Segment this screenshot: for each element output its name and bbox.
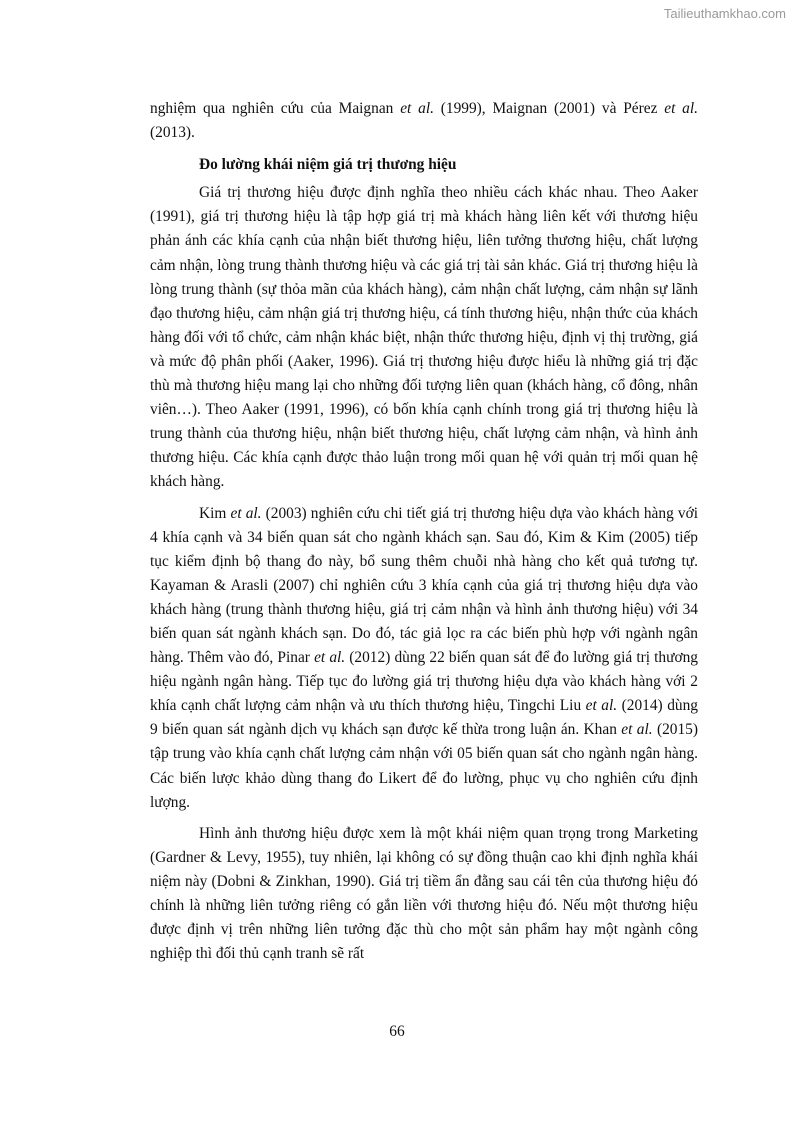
paragraph-brand-image: Hình ảnh thương hiệu được xem là một khái niệm quan trọng trong Marketing (Gardner & Levy, 1955), tuy nhiên, lại không có sự đồng thuận cao khi định nghĩa khái niệm này (Dobni & Zinkhan, 1990). Giá trị tiềm ẩn đằng sau cái tên của thương hiệu đó chính là những liên tưởng riêng có gắn liền với thương hiệu đó. Nếu một thương hiệu được định vị trên những liên tưởng đặc thù cho một sản phẩm hay một ngành công nghiệp thì đối thủ cạnh tranh sẽ rất xyxy=(150,824,698,963)
text: (1999), Maignan (2001) và Pérez xyxy=(433,100,665,117)
page-number: 66 xyxy=(389,1023,405,1040)
italic-text: et al. xyxy=(664,100,699,117)
italic-text: et al. xyxy=(400,100,434,117)
text: (2003) nghiên cứu chi tiết giá trị thương hiệu dựa vào khách hàng với 4 khía cạnh và 34 biến quan sát cho ngành khách sạn. Sau đó, Kim & Kim (2005) tiếp tục kiểm định bộ thang đo này, bổ sung thêm chuỗi nhà hàng cho kết quả tương tự. Kayaman & Arasli (2007) chỉ nghiên cứu 3 khía cạnh của giá trị thương hiệu dựa vào khách hàng (trung thành thương hiệu, giá trị cảm nhận và hình ảnh thương hiệu) với 34 biến quan sát ngành khách sạn. Do đó, tác giả lọc ra các biến phù hợp với ngành ngân hàng. Thêm vào đó, Pinar xyxy=(150,504,698,667)
watermark: Tailieuthamkhao.com xyxy=(663,6,786,21)
text: nghiệm qua nghiên cứu của Maignan xyxy=(150,100,401,117)
text: (2013). xyxy=(150,124,195,142)
text: (2015) tập trung vào khía cạnh chất lượng cảm nhận với 05 biến quan sát cho ngành ngân hàng. Các biến lược khảo dùng thang đo Likert để đo lường, phục vụ cho nghiên cứu định lượng. xyxy=(150,721,698,811)
paragraph-literature xyxy=(150,502,698,815)
section-heading: Đo lường khái niệm giá trị thương hiệu xyxy=(199,156,457,174)
paragraph-continuation xyxy=(150,97,698,145)
italic-text: et al. xyxy=(585,697,618,715)
italic-text: et al. xyxy=(230,504,262,522)
text: (2012) dùng 22 biến quan sát để đo lường giá trị thương hiệu ngành ngân hàng. Tiếp tục đo lường giá trị thương hiệu dựa vào khách hàng với 2 khía cạnh chất lượng cảm nhận và ưu thích thương hiệu, Tingchi Liu xyxy=(150,649,698,715)
paragraph-brand-equity: Giá trị thương hiệu được định nghĩa theo nhiều cách khác nhau. Theo Aaker (1991), giá trị thương hiệu là tập hợp giá trị mà khách hàng liên kết với thương hiệu phản ánh các khía cạnh của nhận biết thương hiệu, liên tưởng thương hiệu, chất lượng cảm nhận, lòng trung thành thương hiệu và các giá trị tài sản khác. Giá trị thương hiệu là lòng trung thành (sự thỏa mãn của khách hàng), cảm nhận chất lượng, cảm nhận sự lãnh đạo thương hiệu, cảm nhận giá trị thương hiệu, cá tính thương hiệu, nhận thức của khách hàng đối với tổ chức, cảm nhận khác biệt, nhận thức thương hiệu, định vị thị trường, giá và mức độ phân phối (Aaker, 1996). Giá trị thương hiệu được hiểu là những giá trị đặc thù mà thương hiệu mang lại cho những đối tượng liên quan (khách hàng, cổ đông, nhân viên…). Theo Aaker (1991, 1996), có bốn khía cạnh chính trong giá trị thương hiệu là trung thành của thương hiệu, nhận biết thương hiệu, chất lượng cảm nhận, và hình ảnh thương hiệu. Các khía cạnh được thảo luận trong mối quan hệ với quản trị mối quan hệ khách hàng. xyxy=(150,184,698,491)
italic-text: et al. xyxy=(621,721,653,739)
text: Kim xyxy=(199,504,231,522)
text: (2014) dùng 9 biến quan sát ngành dịch vụ khách sạn được kế thừa trong luận án. Khan xyxy=(150,697,698,739)
italic-text: et al. xyxy=(314,649,346,667)
page-body xyxy=(150,97,698,966)
